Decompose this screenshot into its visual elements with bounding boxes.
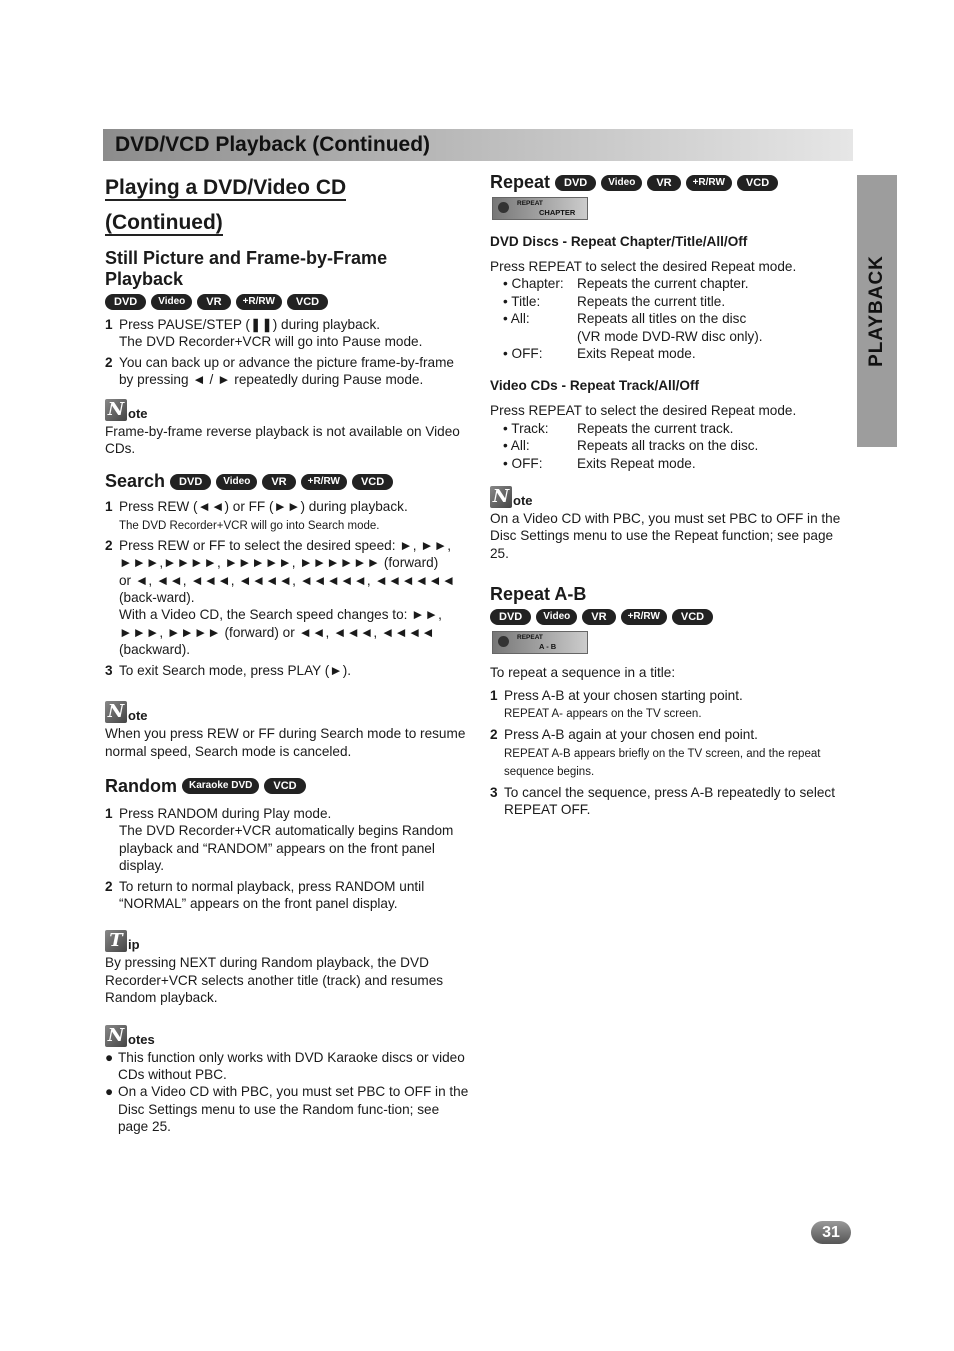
- step-subtext: The DVD Recorder+VCR will go into Pause mode.: [119, 334, 423, 350]
- side-tab-label: PLAYBACK: [866, 255, 887, 367]
- step-subtext: The DVD Recorder+VCR automatically begins Random playback and “RANDOM” appears on the front panel display.: [119, 823, 454, 874]
- step-number: 1: [105, 317, 113, 332]
- main-title: [105, 170, 470, 240]
- notes-word: otes: [128, 1031, 155, 1047]
- badge-vr: VR: [582, 609, 615, 625]
- notes-icon: N: [105, 1025, 127, 1047]
- step-text: You can back up or advance the picture frame-by-frame by pressing ◄ / ► repeatedly during Pause mode.: [119, 354, 454, 388]
- main-title-line1: Playing a DVD/Video CD: [105, 176, 347, 199]
- page-title: DVD/VCD Playback (Continued): [115, 133, 431, 156]
- repeat-ab-title: Repeat A-B: [490, 584, 587, 605]
- badge-dvd: DVD: [490, 609, 531, 625]
- badge-vr: VR: [262, 474, 295, 490]
- search-step-3: [105, 662, 470, 679]
- disc-icon: [498, 202, 509, 213]
- mode-desc: Repeats the current chapter.: [577, 276, 749, 292]
- note-word: ote: [513, 493, 533, 509]
- list-item-text: On a Video CD with PBC, you must set PBC to OFF in the Disc Settings menu to use the Random func-tion; see page 25.: [118, 1084, 469, 1135]
- step-number: 1: [490, 687, 498, 703]
- step-number: 2: [105, 878, 113, 894]
- badge-vr: VR: [647, 175, 680, 191]
- dvd-repeat-intro: Press REPEAT to select the desired Repeat mode.: [490, 259, 797, 274]
- bullet-icon: ●: [105, 1084, 114, 1100]
- badge-rrw: +R/RW: [686, 175, 732, 191]
- still-badges: [105, 294, 470, 310]
- badge-video: Video: [216, 474, 257, 490]
- ab-step-3: [490, 784, 855, 819]
- header-bar: [103, 129, 853, 161]
- step-number: 1: [105, 805, 113, 821]
- step-subtext: or ◄, ◄◄, ◄◄◄, ◄◄◄◄, ◄◄◄◄◄, ◄◄◄◄◄◄ (back-ward).: [119, 572, 456, 606]
- step-subtext: REPEAT A-B appears briefly on the TV screen, and the repeat sequence begins.: [504, 747, 821, 778]
- note-icon: N: [105, 701, 127, 723]
- mode-desc: Repeats all titles on the disc: [577, 311, 747, 327]
- step-number: 3: [105, 662, 113, 678]
- badge-vcd: VCD: [737, 175, 778, 191]
- mode-desc: (VR mode DVD-RW disc only).: [577, 328, 763, 344]
- badge-vcd: VCD: [672, 609, 713, 625]
- mode-name: • Title:: [503, 293, 541, 309]
- step-number: 3: [490, 784, 498, 800]
- still-note: Frame-by-frame reverse playback is not available on Video CDs.: [105, 423, 460, 457]
- side-tab: [857, 175, 897, 447]
- still-step-1: [105, 316, 470, 351]
- repeat-title: Repeat: [490, 172, 551, 192]
- note-icon: N: [490, 486, 512, 508]
- note-heading: [490, 486, 855, 508]
- main-title-line2: (Continued): [105, 211, 223, 234]
- mode-desc: Repeats the current track.: [577, 420, 734, 436]
- tip-heading: [105, 930, 470, 952]
- osd-label: REPEAT: [517, 634, 543, 642]
- osd-value: CHAPTER: [539, 208, 576, 217]
- list-item: [503, 328, 855, 345]
- mode-name: • OFF:: [503, 455, 543, 471]
- badge-dvd: DVD: [105, 294, 146, 310]
- list-item: [503, 420, 855, 437]
- mode-desc: Repeats the current title.: [577, 293, 726, 309]
- vcd-repeat-modes: [503, 420, 855, 472]
- ab-step-2: [490, 726, 855, 779]
- repeat-ab-badges: [490, 609, 855, 625]
- note-word: ote: [128, 405, 148, 421]
- step-text: Press A-B again at your chosen end point.: [504, 727, 758, 743]
- dvd-repeat-modes: [503, 275, 855, 362]
- still-step-2: [105, 354, 470, 389]
- list-item: [503, 455, 855, 472]
- badge-rrw: +R/RW: [621, 609, 667, 625]
- badge-vcd: VCD: [287, 294, 328, 310]
- badge-dvd: DVD: [170, 474, 211, 490]
- bullet-icon: ●: [105, 1049, 114, 1065]
- tip-word: ip: [128, 937, 140, 953]
- note-icon: N: [105, 399, 127, 421]
- step-text: Press REW (◄◄) or FF (►►) during playback.: [119, 499, 408, 515]
- left-column: [105, 170, 470, 1136]
- mode-desc: Exits Repeat mode.: [577, 346, 696, 362]
- dvd-repeat-heading: DVD Discs - Repeat Chapter/Title/All/Off: [490, 234, 748, 249]
- disc-icon: [498, 636, 509, 647]
- search-note: When you press REW or FF during Search mode to resume normal speed, Search mode is canceled.: [105, 726, 466, 759]
- still-title: Still Picture and Frame-by-Frame Playback: [105, 248, 388, 289]
- random-title: Random: [105, 775, 177, 796]
- mode-name: • All:: [503, 311, 530, 327]
- list-item: [105, 1083, 470, 1135]
- search-step-1: [105, 498, 470, 533]
- random-heading: [105, 776, 470, 797]
- step-text: Press RANDOM during Play mode.: [119, 805, 332, 821]
- list-item-text: This function only works with DVD Karaoke discs or video CDs without PBC.: [118, 1049, 465, 1082]
- badge-video: Video: [536, 609, 577, 625]
- badge-rrw: +R/RW: [236, 294, 282, 310]
- note-word: ote: [128, 708, 148, 724]
- step-text: Press PAUSE/STEP (❚❚) during playback.: [119, 317, 381, 332]
- ab-step-1: [490, 687, 855, 722]
- note-heading: [105, 399, 470, 421]
- mode-desc: Repeats all tracks on the disc.: [577, 438, 759, 454]
- mode-name: • All:: [503, 438, 530, 454]
- random-tip: By pressing NEXT during Random playback, the DVD Recorder+VCR selects another title (track) and resumes Random playback.: [105, 955, 444, 1006]
- repeat-chapter-osd: [492, 197, 588, 220]
- note-heading: [105, 701, 470, 723]
- repeat-ab-osd: [492, 631, 588, 654]
- step-text: Press REW or FF to select the desired speed: ►, ►►, ►►►,►►►►, ►►►►►, ►►►►►► (forward): [119, 537, 451, 571]
- step-text: Press A-B at your chosen starting point.: [504, 687, 743, 703]
- page-number: 31: [811, 1221, 851, 1244]
- mode-name: • Chapter:: [503, 276, 564, 292]
- random-step-2: [105, 878, 470, 913]
- badge-karaoke-dvd: Karaoke DVD: [182, 778, 259, 794]
- badge-rrw: +R/RW: [301, 474, 347, 490]
- mode-name: • Track:: [503, 420, 549, 436]
- search-heading: [105, 471, 470, 492]
- mode-desc: Exits Repeat mode.: [577, 455, 696, 471]
- step-number: 2: [490, 727, 498, 743]
- search-step-2: [105, 537, 470, 659]
- step-number: 2: [105, 537, 113, 553]
- step-subtext: REPEAT A- appears on the TV screen.: [504, 708, 702, 721]
- step-text: To cancel the sequence, press A-B repeatedly to select REPEAT OFF.: [504, 784, 835, 817]
- step-subtext: The DVD Recorder+VCR will go into Search mode.: [119, 519, 380, 532]
- notes-heading: [105, 1025, 470, 1047]
- mode-name: [503, 328, 577, 345]
- step-text: To return to normal playback, press RANDOM until “NORMAL” appears on the front panel display.: [119, 878, 425, 911]
- badge-video: Video: [151, 294, 192, 310]
- mode-name: • OFF:: [503, 346, 543, 362]
- right-column: [490, 172, 855, 821]
- list-item: [503, 310, 855, 327]
- repeat-heading: [490, 172, 855, 193]
- vcd-repeat-intro: Press REPEAT to select the desired Repeat mode.: [490, 403, 797, 419]
- step-text: To exit Search mode, press PLAY (►).: [119, 662, 352, 678]
- badge-dvd: DVD: [555, 175, 596, 191]
- step-number: 2: [105, 354, 113, 370]
- random-step-1: [105, 805, 470, 875]
- list-item: [503, 275, 855, 292]
- osd-label: REPEAT: [517, 200, 543, 207]
- step-subtext: With a Video CD, the Search speed changes to: ►►, ►►►, ►►►► (forward) or ◄◄, ◄◄◄, ◄◄◄◄ (backward).: [119, 607, 442, 658]
- list-item: [503, 437, 855, 454]
- badge-vcd: VCD: [352, 474, 393, 490]
- repeat-note: On a Video CD with PBC, you must set PBC to OFF in the Disc Settings menu to use the Repeat function; see page 25.: [490, 511, 841, 561]
- repeat-ab-intro: To repeat a sequence in a title:: [490, 665, 676, 681]
- badge-vcd: VCD: [264, 778, 305, 794]
- random-notes: [105, 1049, 470, 1136]
- list-item: [105, 1049, 470, 1084]
- badge-vr: VR: [197, 294, 230, 310]
- osd-value: A - B: [539, 642, 557, 652]
- search-title: Search: [105, 471, 166, 492]
- list-item: [503, 293, 855, 310]
- tip-icon: T: [105, 930, 127, 952]
- vcd-repeat-heading: Video CDs - Repeat Track/All/Off: [490, 378, 699, 394]
- list-item: [503, 345, 855, 362]
- step-number: 1: [105, 499, 113, 515]
- badge-video: Video: [601, 175, 642, 191]
